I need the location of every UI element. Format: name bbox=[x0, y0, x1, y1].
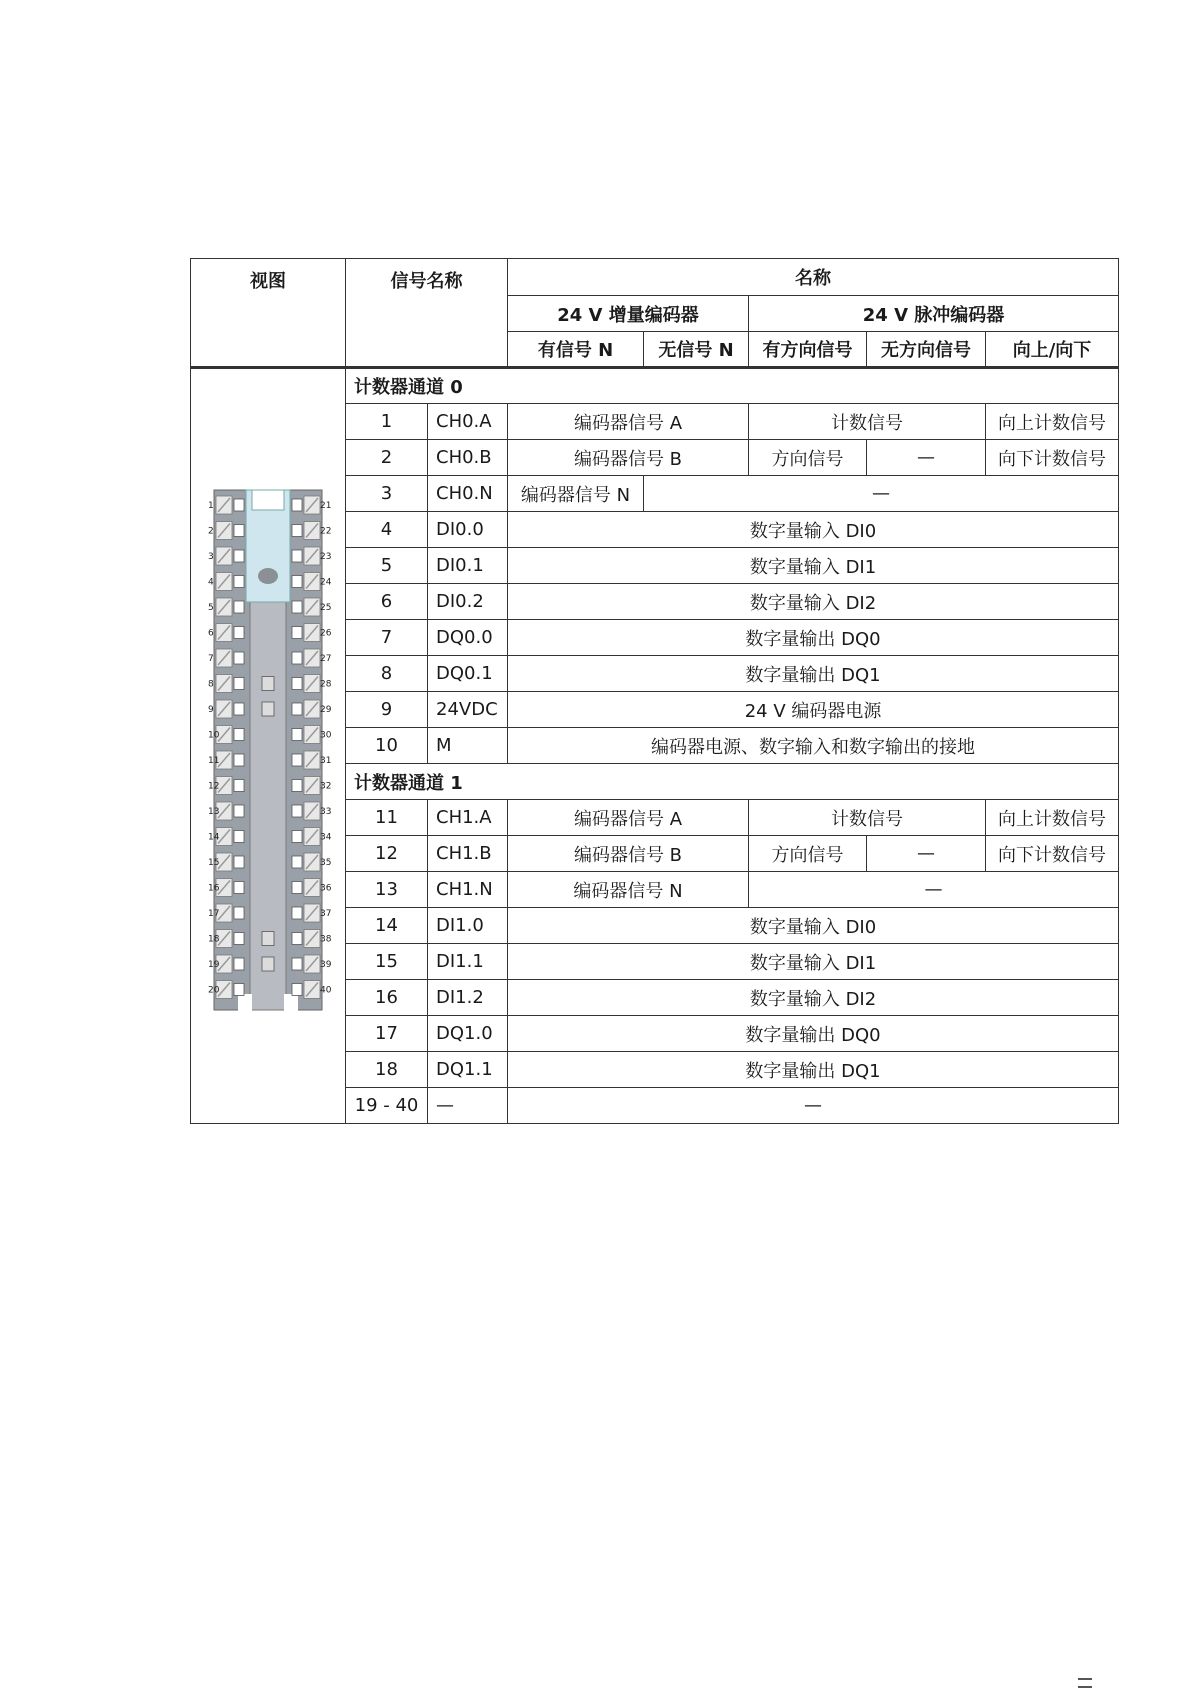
cell-with-direction: 方向信号 bbox=[749, 836, 867, 872]
pin-number: 13 bbox=[346, 872, 428, 908]
terminal-number-right: 36 bbox=[320, 883, 332, 894]
header-incremental-encoder: 24 V 增量编码器 bbox=[508, 296, 749, 332]
cell-description: — bbox=[508, 1088, 1119, 1124]
terminal-clamp bbox=[292, 780, 302, 792]
terminal-clamp bbox=[234, 933, 244, 945]
cell-without-direction: — bbox=[867, 836, 986, 872]
signal-name: DI1.2 bbox=[428, 980, 508, 1016]
cell-pulse: 计数信号 bbox=[749, 404, 986, 440]
pin-number: 19 - 40 bbox=[346, 1088, 428, 1124]
terminal-clamp bbox=[234, 882, 244, 894]
signal-name: DI0.0 bbox=[428, 512, 508, 548]
terminal-clamp bbox=[234, 958, 244, 970]
terminal-number-left: 17 bbox=[208, 909, 220, 919]
terminal-clamp bbox=[234, 754, 244, 766]
terminal-number-right: 31 bbox=[320, 756, 332, 766]
cell-up-down: 向下计数信号 bbox=[986, 836, 1119, 872]
terminal-number-right: 26 bbox=[320, 628, 332, 639]
header-without-n: 无信号 N bbox=[644, 332, 749, 368]
cell-description: 数字量输入 DI1 bbox=[508, 944, 1119, 980]
terminal-number-right: 38 bbox=[320, 934, 332, 945]
signal-name: M bbox=[428, 728, 508, 764]
terminal-number-right: 21 bbox=[320, 501, 332, 511]
terminal-clamp bbox=[292, 499, 302, 511]
terminal-number-left: 5 bbox=[208, 603, 214, 613]
cell-up-down: 向上计数信号 bbox=[986, 404, 1119, 440]
terminal-number-left: 9 bbox=[208, 705, 214, 715]
terminal-clamp bbox=[292, 856, 302, 868]
cell-incremental: 编码器信号 B bbox=[508, 836, 749, 872]
terminal-number-right: 23 bbox=[320, 552, 332, 562]
signal-name: DQ0.1 bbox=[428, 656, 508, 692]
terminal-clamp bbox=[234, 856, 244, 868]
jumper-mark bbox=[262, 957, 274, 971]
terminal-number-left: 1 bbox=[208, 501, 214, 511]
pin-number: 16 bbox=[346, 980, 428, 1016]
cell-description: 24 V 编码器电源 bbox=[508, 692, 1119, 728]
terminal-clamp bbox=[234, 984, 244, 996]
terminal-number-right: 34 bbox=[320, 832, 332, 843]
terminal-number-left: 3 bbox=[208, 552, 214, 562]
terminal-clamp bbox=[234, 703, 244, 715]
terminal-number-right: 24 bbox=[320, 577, 332, 588]
terminal-clamp bbox=[292, 907, 302, 919]
jumper-mark bbox=[262, 702, 274, 716]
terminal-number-left: 12 bbox=[208, 781, 220, 792]
terminal-number-left: 16 bbox=[208, 883, 220, 894]
pinout-table bbox=[190, 258, 1119, 1124]
terminal-number-right: 29 bbox=[320, 705, 332, 715]
signal-name: CH1.B bbox=[428, 836, 508, 872]
jumper-mark bbox=[262, 677, 274, 691]
terminal-clamp bbox=[234, 907, 244, 919]
cell-without-direction: — bbox=[867, 440, 986, 476]
terminal-number-right: 35 bbox=[320, 858, 332, 868]
terminal-number-right: 30 bbox=[320, 730, 332, 741]
terminal-clamp bbox=[292, 627, 302, 639]
section-counter-channel-1: 计数器通道 1 bbox=[346, 764, 1119, 800]
pin-number: 10 bbox=[346, 728, 428, 764]
terminal-number-left: 10 bbox=[208, 730, 220, 741]
terminal-clamp bbox=[234, 805, 244, 817]
header-with-n: 有信号 N bbox=[508, 332, 644, 368]
terminal-clamp bbox=[292, 601, 302, 613]
terminal-number-left: 14 bbox=[208, 832, 220, 843]
terminal-clamp bbox=[292, 805, 302, 817]
terminal-clamp bbox=[234, 601, 244, 613]
pin-number: 4 bbox=[346, 512, 428, 548]
terminal-number-left: 2 bbox=[208, 526, 214, 537]
cell-rest: — bbox=[749, 872, 1119, 908]
cell-up-down: 向上计数信号 bbox=[986, 800, 1119, 836]
front-connector-image bbox=[208, 476, 332, 1016]
terminal-number-left: 11 bbox=[208, 756, 220, 766]
cell-description: 数字量输入 DI2 bbox=[508, 980, 1119, 1016]
connector-view bbox=[191, 368, 346, 1124]
signal-name: DQ0.0 bbox=[428, 620, 508, 656]
terminal-number-left: 15 bbox=[208, 858, 220, 868]
header-pulse-encoder: 24 V 脉冲编码器 bbox=[749, 296, 1119, 332]
signal-name: DQ1.0 bbox=[428, 1016, 508, 1052]
signal-name: DQ1.1 bbox=[428, 1052, 508, 1088]
terminal-clamp bbox=[292, 754, 302, 766]
terminal-clamp bbox=[292, 703, 302, 715]
header-view: 视图 bbox=[191, 259, 346, 368]
header-with-direction: 有方向信号 bbox=[749, 332, 867, 368]
cell-description: 数字量输出 DQ1 bbox=[508, 1052, 1119, 1088]
signal-name: DI1.0 bbox=[428, 908, 508, 944]
bottom-notch bbox=[238, 994, 252, 1012]
cell-description: 数字量输出 DQ0 bbox=[508, 1016, 1119, 1052]
signal-name: DI1.1 bbox=[428, 944, 508, 980]
signal-name: CH0.B bbox=[428, 440, 508, 476]
terminal-number-left: 18 bbox=[208, 934, 220, 945]
terminal-clamp bbox=[292, 882, 302, 894]
cell-rest: — bbox=[644, 476, 1119, 512]
terminal-clamp bbox=[292, 525, 302, 537]
terminal-clamp bbox=[234, 729, 244, 741]
terminal-clamp bbox=[292, 576, 302, 588]
pin-number: 9 bbox=[346, 692, 428, 728]
pin-number: 3 bbox=[346, 476, 428, 512]
terminal-number-right: 22 bbox=[320, 526, 332, 537]
header-up-down: 向上/向下 bbox=[986, 332, 1119, 368]
terminal-clamp bbox=[292, 678, 302, 690]
terminal-clamp bbox=[292, 729, 302, 741]
terminal-clamp bbox=[234, 652, 244, 664]
terminal-number-left: 4 bbox=[208, 577, 214, 588]
terminal-number-left: 13 bbox=[208, 807, 220, 817]
signal-name: DI0.2 bbox=[428, 584, 508, 620]
pin-number: 11 bbox=[346, 800, 428, 836]
cell-pulse: 计数信号 bbox=[749, 800, 986, 836]
terminal-clamp bbox=[292, 958, 302, 970]
cell-description: 数字量输入 DI0 bbox=[508, 908, 1119, 944]
signal-name: DI0.1 bbox=[428, 548, 508, 584]
signal-name: 24VDC bbox=[428, 692, 508, 728]
cell-description: 编码器电源、数字输入和数字输出的接地 bbox=[508, 728, 1119, 764]
terminal-clamp bbox=[292, 831, 302, 843]
terminal-number-right: 40 bbox=[320, 985, 332, 996]
terminal-number-right: 27 bbox=[320, 654, 332, 664]
pin-number: 6 bbox=[346, 584, 428, 620]
section-counter-channel-0: 计数器通道 0 bbox=[346, 368, 1119, 404]
cell-incremental: 编码器信号 A bbox=[508, 404, 749, 440]
cover-tab bbox=[252, 490, 284, 510]
pin-number: 17 bbox=[346, 1016, 428, 1052]
jumper-mark bbox=[262, 932, 274, 946]
cell-with-n: 编码器信号 N bbox=[508, 476, 644, 512]
terminal-number-right: 33 bbox=[320, 807, 332, 817]
terminal-number-right: 37 bbox=[320, 909, 332, 919]
cell-description: 数字量输入 DI0 bbox=[508, 512, 1119, 548]
cell-description: 数字量输入 DI2 bbox=[508, 584, 1119, 620]
header-name: 名称 bbox=[508, 259, 1119, 296]
terminal-clamp bbox=[292, 652, 302, 664]
terminal-number-left: 19 bbox=[208, 960, 220, 970]
cell-with-n: 编码器信号 N bbox=[508, 872, 749, 908]
cell-description: 数字量输出 DQ0 bbox=[508, 620, 1119, 656]
terminal-clamp bbox=[234, 525, 244, 537]
page-corner-mark bbox=[1078, 1678, 1092, 1688]
terminal-clamp bbox=[292, 984, 302, 996]
terminal-clamp bbox=[234, 780, 244, 792]
terminal-number-right: 25 bbox=[320, 603, 332, 613]
terminal-number-right: 39 bbox=[320, 960, 332, 970]
pin-number: 8 bbox=[346, 656, 428, 692]
terminal-clamp bbox=[234, 831, 244, 843]
terminal-clamp bbox=[234, 550, 244, 562]
terminal-number-left: 6 bbox=[208, 628, 214, 639]
signal-name: — bbox=[428, 1088, 508, 1124]
pin-number: 15 bbox=[346, 944, 428, 980]
cell-with-direction: 方向信号 bbox=[749, 440, 867, 476]
header-without-direction: 无方向信号 bbox=[867, 332, 986, 368]
signal-name: CH0.A bbox=[428, 404, 508, 440]
terminal-clamp bbox=[292, 550, 302, 562]
cell-description: 数字量输出 DQ1 bbox=[508, 656, 1119, 692]
terminal-number-right: 28 bbox=[320, 679, 332, 690]
terminal-number-right: 32 bbox=[320, 781, 332, 792]
pin-number: 14 bbox=[346, 908, 428, 944]
cell-up-down: 向下计数信号 bbox=[986, 440, 1119, 476]
terminal-number-left: 20 bbox=[208, 985, 220, 996]
terminal-number-left: 8 bbox=[208, 679, 214, 690]
bottom-notch bbox=[284, 994, 298, 1012]
pin-number: 12 bbox=[346, 836, 428, 872]
signal-name: CH1.A bbox=[428, 800, 508, 836]
cell-incremental: 编码器信号 A bbox=[508, 800, 749, 836]
cell-description: 数字量输入 DI1 bbox=[508, 548, 1119, 584]
cell-incremental: 编码器信号 B bbox=[508, 440, 749, 476]
terminal-clamp bbox=[234, 678, 244, 690]
pin-number: 1 bbox=[346, 404, 428, 440]
signal-name: CH0.N bbox=[428, 476, 508, 512]
pin-number: 2 bbox=[346, 440, 428, 476]
pin-number: 18 bbox=[346, 1052, 428, 1088]
terminal-clamp bbox=[292, 933, 302, 945]
pin-number: 5 bbox=[346, 548, 428, 584]
signal-name: CH1.N bbox=[428, 872, 508, 908]
terminal-clamp bbox=[234, 627, 244, 639]
header-signal-name: 信号名称 bbox=[346, 259, 508, 368]
pin-number: 7 bbox=[346, 620, 428, 656]
cover-hole bbox=[258, 568, 278, 584]
terminal-clamp bbox=[234, 576, 244, 588]
terminal-number-left: 7 bbox=[208, 654, 214, 664]
terminal-clamp bbox=[234, 499, 244, 511]
